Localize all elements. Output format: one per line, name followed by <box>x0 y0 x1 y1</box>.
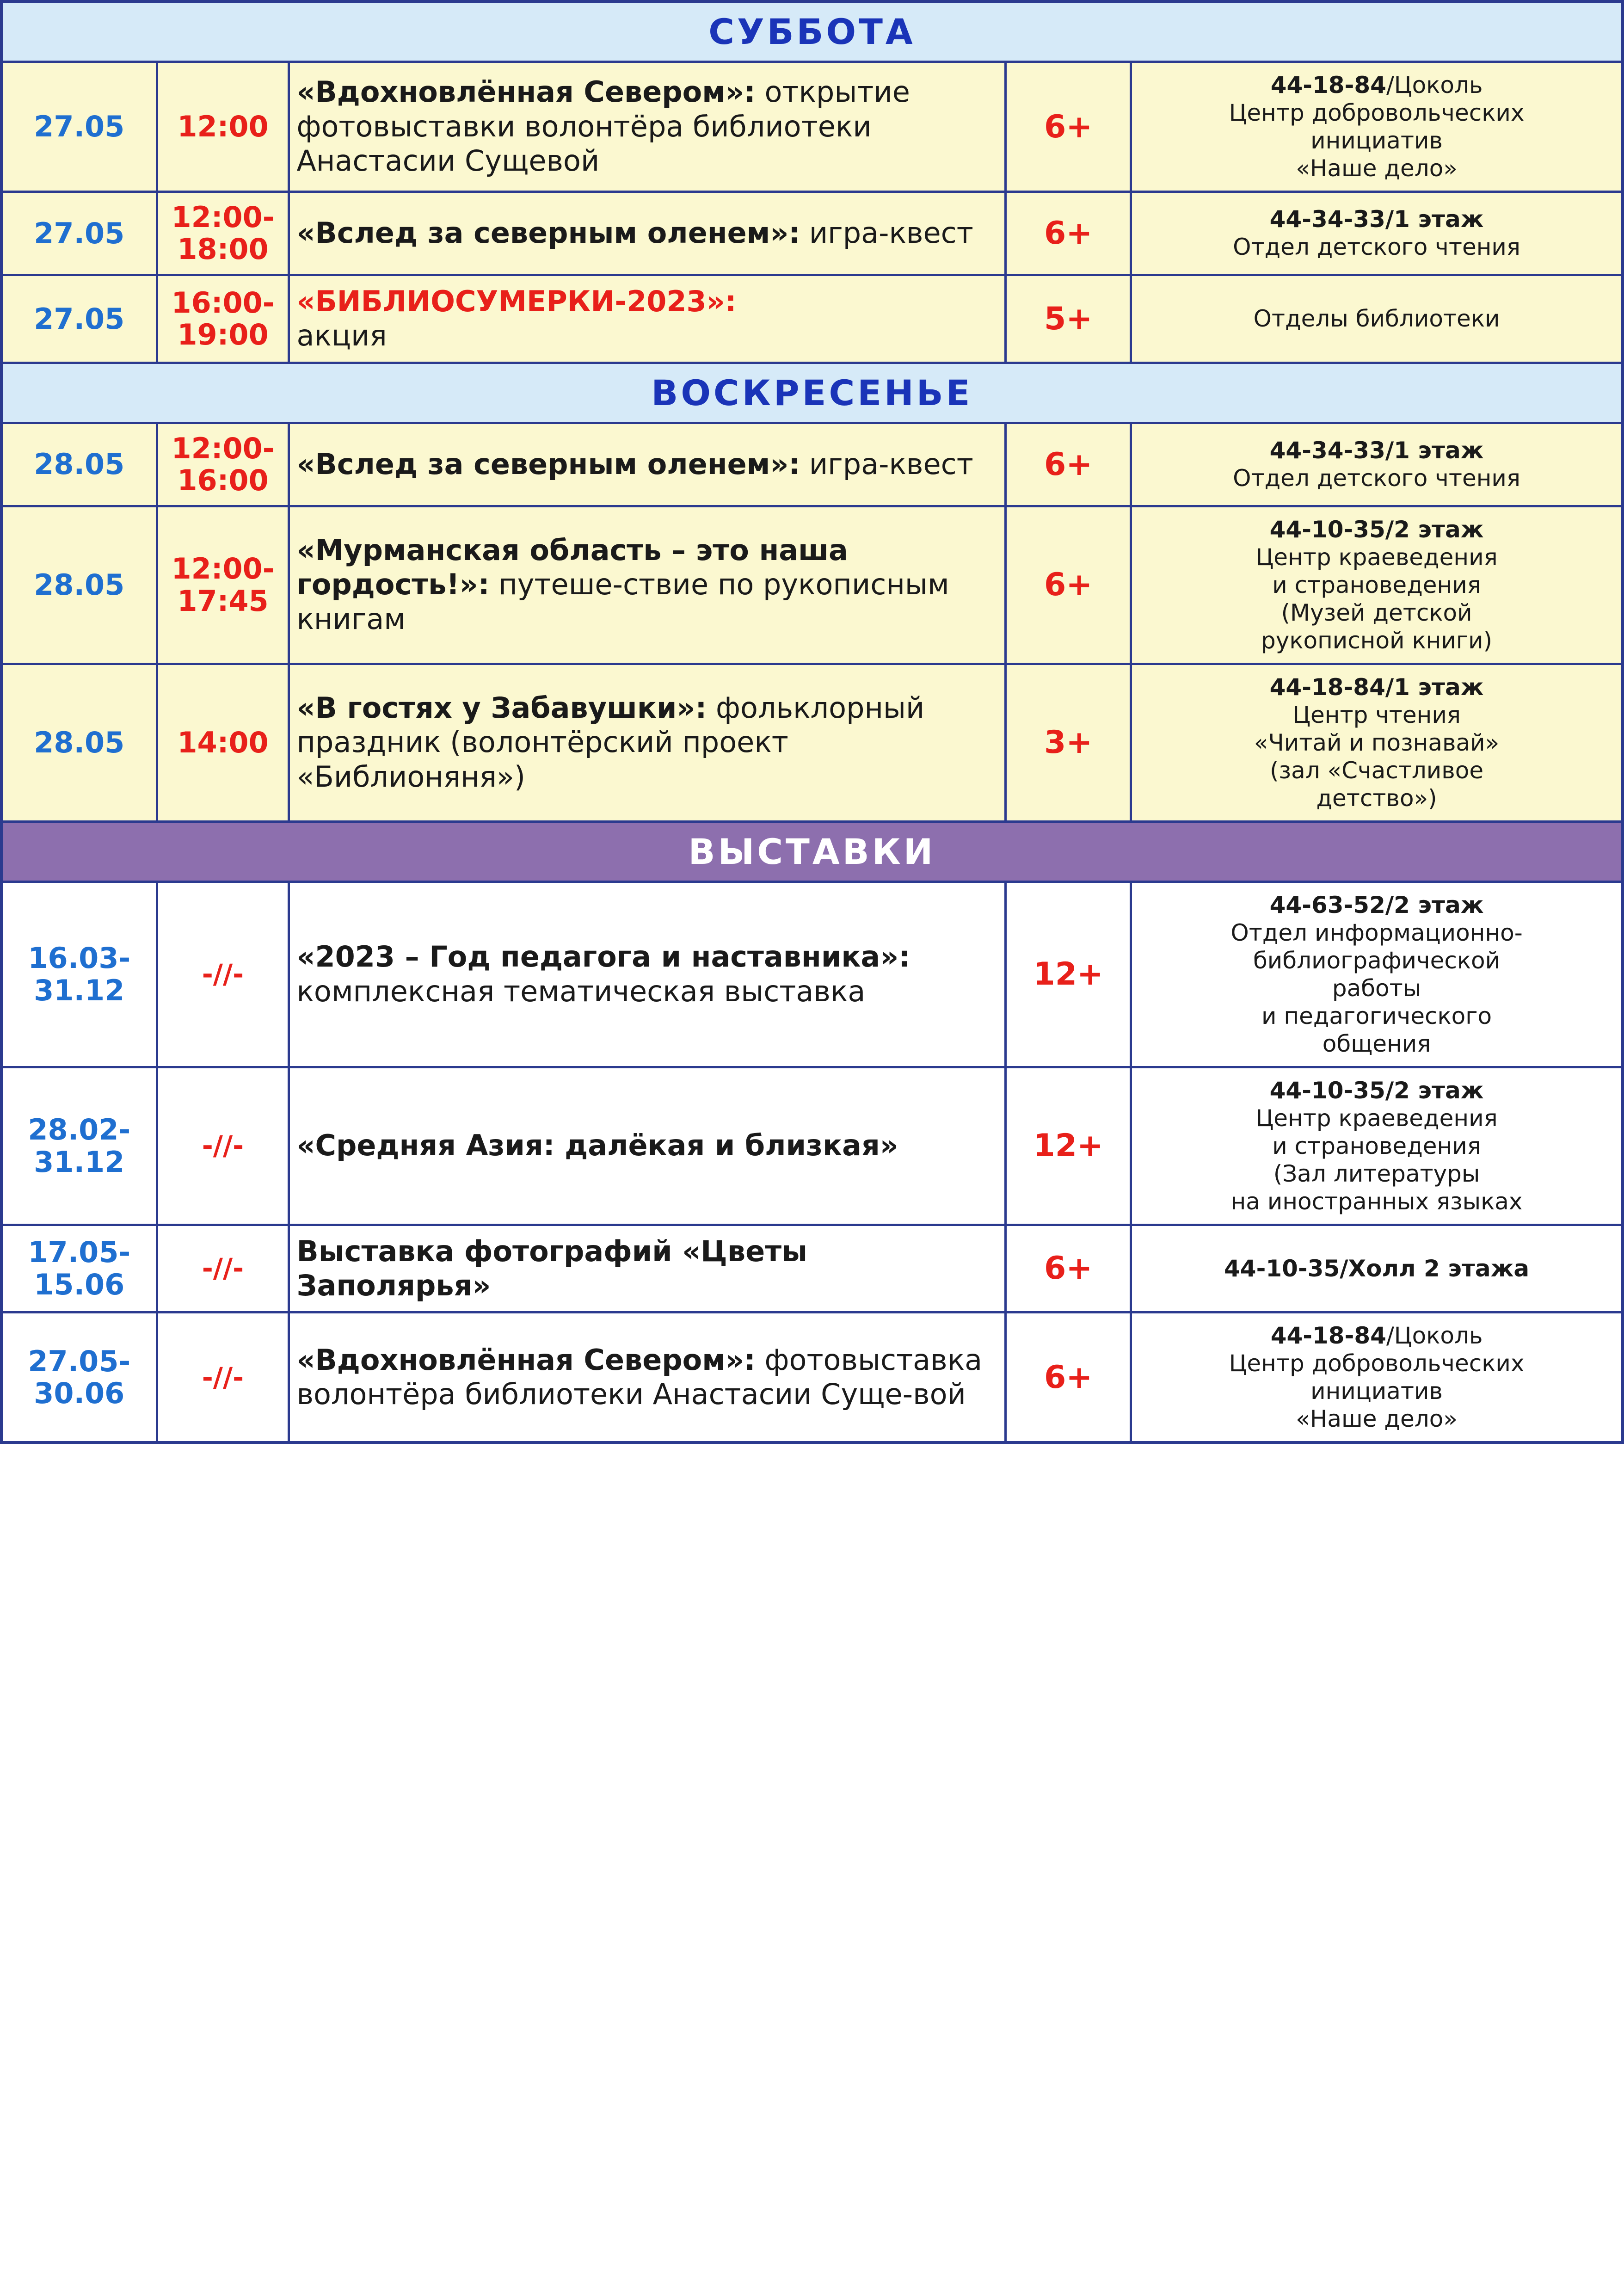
event-title <box>289 664 1006 821</box>
event-date: 27.05 <box>1 62 157 192</box>
event-date: 28.05 <box>1 664 157 821</box>
event-title <box>289 192 1006 275</box>
section-header-cell <box>1 1 1623 62</box>
table-row <box>1 275 1623 363</box>
event-venue <box>1131 275 1623 363</box>
event-title-sub: фотовыставка волонтёра библиотеки Анастасии Суще-вой <box>296 1343 983 1411</box>
event-date: 28.05 <box>1 506 157 664</box>
section-title: ВОСКРЕСЕНЬЕ <box>651 372 973 413</box>
section-header-cell <box>1 363 1623 423</box>
venue-name: Центр добровольческих инициатив «Наше дело» <box>1229 99 1525 182</box>
event-title <box>289 1225 1006 1312</box>
table-row <box>1 1067 1623 1225</box>
event-title <box>289 62 1006 192</box>
event-title-sub: игра-квест <box>809 216 973 250</box>
event-date: 27.05- 30.06 <box>1 1312 157 1443</box>
event-time: -//- <box>157 1312 289 1443</box>
event-date: 27.05 <box>1 192 157 275</box>
section-title: ВЫСТАВКИ <box>688 831 936 872</box>
event-title-main: «Вслед за северным оленем»: <box>296 447 800 481</box>
event-venue: 44-18-84/Цоколь Центр добровольческих инициатив «Наше дело» <box>1131 62 1623 192</box>
venue-phone: 44-18-84 <box>1270 72 1386 99</box>
event-date: 17.05- 15.06 <box>1 1225 157 1312</box>
table-row <box>1 506 1623 664</box>
event-venue <box>1131 423 1623 506</box>
section-title: СУББОТА <box>708 11 916 52</box>
event-title-sub: фольклорный праздник (волонтёрский проект «Библионяня») <box>296 690 925 794</box>
event-time: 12:00- 18:00 <box>157 192 289 275</box>
event-title-main: «Средняя Азия: далёкая и близкая» <box>296 1128 898 1163</box>
event-time: -//- <box>157 1225 289 1312</box>
event-title-sub: путеше-ствие по рукописным книгам <box>296 567 949 636</box>
event-time: 12:00- 16:00 <box>157 423 289 506</box>
event-title: «БИБЛИОСУМЕРКИ-2023»: акция <box>289 275 1006 363</box>
event-title-main: «Мурманская область – это наша гордость!»: <box>296 533 848 602</box>
age-rating: 6+ <box>1006 1225 1131 1312</box>
event-venue: 44-18-84/Цоколь Центр добровольческих инициатив «Наше дело» <box>1131 1312 1623 1443</box>
event-title-highlight: «БИБЛИОСУМЕРКИ-2023»: <box>296 284 737 318</box>
age-rating: 6+ <box>1006 62 1131 192</box>
age-rating: 12+ <box>1006 1067 1131 1225</box>
table-row <box>1 62 1623 192</box>
event-date: 16.03- 31.12 <box>1 881 157 1067</box>
age-rating: 12+ <box>1006 881 1131 1067</box>
section-header-exhibitions <box>1 821 1623 881</box>
event-title-main: Выставка фотографий «Цветы Заполярья» <box>296 1234 808 1302</box>
venue-phone: 44-63-52/2 этаж <box>1269 891 1484 918</box>
event-title-main: «Вслед за северным оленем»: <box>296 216 800 250</box>
event-title-main: «В гостях у Забавушки»: <box>296 690 707 725</box>
event-title <box>289 506 1006 664</box>
venue-phone: 44-10-35/2 этаж <box>1269 1077 1484 1104</box>
event-time: -//- <box>157 881 289 1067</box>
section-header-cell <box>1 821 1623 881</box>
event-title-main: «Вдохновлённая Севером»: <box>296 1343 756 1377</box>
age-rating: 3+ <box>1006 664 1131 821</box>
venue-name: Центр чтения «Читай и познавай» (зал «Счастливое детство») <box>1254 701 1500 812</box>
event-title <box>289 423 1006 506</box>
venue-phone: 44-18-84 <box>1270 1322 1386 1349</box>
event-title-sub: комплексная тематическая выставка <box>296 974 866 1008</box>
event-time: 16:00- 19:00 <box>157 275 289 363</box>
event-title-sub: открытие фотовыставки волонтёра библиотеки Анастасии Сущевой <box>296 75 910 178</box>
event-title <box>289 1067 1006 1225</box>
age-rating: 6+ <box>1006 423 1131 506</box>
event-time: 12:00 <box>157 62 289 192</box>
table-row <box>1 664 1623 821</box>
event-time: 14:00 <box>157 664 289 821</box>
table-row <box>1 1312 1623 1443</box>
event-venue <box>1131 192 1623 275</box>
table-row <box>1 423 1623 506</box>
event-venue <box>1131 664 1623 821</box>
venue-phone: 44-10-35/2 этаж <box>1269 516 1484 543</box>
event-venue <box>1131 1067 1623 1225</box>
age-rating: 6+ <box>1006 506 1131 664</box>
event-date: 27.05 <box>1 275 157 363</box>
event-venue <box>1131 506 1623 664</box>
venue-name: Отдел детского чтения <box>1233 234 1520 261</box>
event-venue <box>1131 1225 1623 1312</box>
event-title <box>289 1312 1006 1443</box>
venue-phone: 44-18-84/1 этаж <box>1269 673 1484 701</box>
event-date: 28.02- 31.12 <box>1 1067 157 1225</box>
venue-name: Отделы библиотеки <box>1253 305 1500 333</box>
event-title <box>289 881 1006 1067</box>
venue-phone: 44-34-33/1 этаж <box>1269 437 1484 464</box>
section-header-saturday <box>1 1 1623 62</box>
age-rating: 6+ <box>1006 1312 1131 1443</box>
venue-phone: 44-10-35/Холл 2 этажа <box>1224 1255 1530 1282</box>
event-title-main: «Вдохновлённая Севером»: <box>296 75 756 109</box>
age-rating: 6+ <box>1006 192 1131 275</box>
venue-name: Центр добровольческих инициатив «Наше дело» <box>1229 1350 1525 1433</box>
venue-name: Отдел детского чтения <box>1233 465 1520 492</box>
venue-name: Отдел информационно- библиографической работы и педагогического общения <box>1230 919 1523 1057</box>
table-row <box>1 1225 1623 1312</box>
venue-name: Центр краеведения и страноведения (Музей детской рукописной книги) <box>1255 543 1498 654</box>
event-title-sub: игра-квест <box>809 447 973 481</box>
table-row <box>1 881 1623 1067</box>
event-venue <box>1131 881 1623 1067</box>
table-row <box>1 192 1623 275</box>
section-header-sunday <box>1 363 1623 423</box>
event-title-main: «2023 – Год педагога и наставника»: <box>296 940 910 974</box>
event-date: 28.05 <box>1 423 157 506</box>
venue-phone: 44-34-33/1 этаж <box>1269 206 1484 233</box>
event-time: -//- <box>157 1067 289 1225</box>
venue-name: Центр краеведения и страноведения (Зал литературы на иностранных языках <box>1230 1104 1523 1215</box>
event-time: 12:00- 17:45 <box>157 506 289 664</box>
age-rating: 5+ <box>1006 275 1131 363</box>
